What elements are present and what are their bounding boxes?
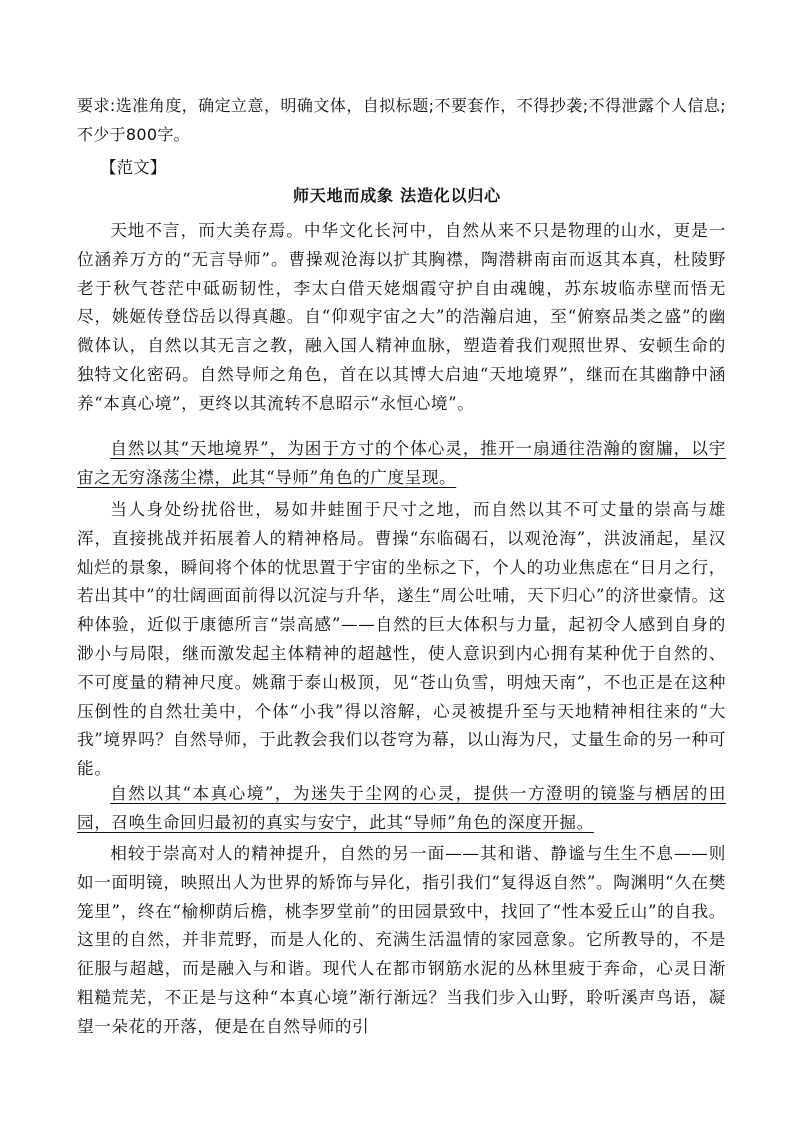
requirement-text: 要求:选准角度，确定立意，明确文体，自拟标题;不要套作，不得抄袭;不得泄露个人信息;不少于800字。 <box>77 96 726 144</box>
essay-thesis-1: 自然以其“天地境界”，为困于方寸的个体心灵，推开一扇通往浩瀚的窗牖，以宇宙之无穷涤荡尘襟，此其“导师”角色的广度呈现。 <box>77 439 726 487</box>
essay-paragraph-body-1: 当人身处纷扰俗世，易如井蛙囿于尺寸之地，而自然以其不可丈量的崇高与雄浑，直接挑战并拓展着人的精神格局。曹操“东临碣石，以观沧海”，洪波涌起，星汉灿烂的景象，瞬间将个体的忧思置于宇宙的坐标之下，个人的功业焦虑在“日月之行，若出其中”的壮阔画面前得以沉淀与升华，遂生“周公吐哺，天下归心”的济世豪情。这种体验，近似于康德所言“崇高感”——自然的巨大体积与力量，起初令人感到自身的渺小与局限，继而激发起主体精神的超越性，使人意识到内心拥有某种优于自然的、不可度量的精神尺度。姚鼐于泰山极顶，见“苍山负雪，明烛天南”，不也正是在这种压倒性的自然壮美中，个体“小我”得以溶解，心灵被提升至与天地精神相往来的“大我”境界吗？自然导师，于此教会我们以苍穹为幕，以山海为尺，丈量生命的另一种可能。 <box>77 500 726 779</box>
essay-paragraph-intro: 天地不言，而大美存焉。中华文化长河中，自然从来不只是物理的山水，更是一位涵养万方的“无言导师”。曹操观沧海以扩其胸襟，陶潜耕南亩而返其本真，杜陵野老于秋气苍茫中砥砺韧性，李太白借天姥烟霞守护自由魂魄，苏东坡临赤壁而悟无尽，姚姬传登岱岳以得真趣。自“仰观宇宙之大”的浩瀚启迪，至“俯察品类之盛”的幽微体认，自然以其无言之教，融入国人精神血脉，塑造着我们观照世界、安顿生命的独特文化密码。自然导师之角色，首在以其博大启迪“天地境界”，继而在其幽静中涵养“本真心境”，更终以其流转不息昭示“永恒心境”。 <box>77 221 726 413</box>
model-essay-label: 【范文】 <box>100 158 167 177</box>
essay-thesis-2: 自然以其“本真心境”，为迷失于尘网的心灵，提供一方澄明的镜鉴与栖居的田园，召唤生命回归最初的真实与安宁，此其“导师”角色的深度开掘。 <box>77 784 726 832</box>
essay-title: 师天地而成象 法造化以归心 <box>293 186 501 205</box>
essay-paragraph-body-2: 相较于崇高对人的精神提升，自然的另一面——其和谐、静谧与生生不息——则如一面明镜，映照出人为世界的矫饰与异化，指引我们“复得返自然”。陶渊明“久在樊笼里”，终在“榆柳荫后檐，桃李罗堂前”的田园景致中，找回了“性本爱丘山”的自我。这里的自然，并非荒野，而是人化的、充满生活温情的家园意象。它所教导的，不是征服与超越，而是融入与和谐。现代人在都市钢筋水泥的丛林里疲于奔命，心灵日渐粗糙荒芜，不正是与这种“本真心境”渐行渐远？当我们步入山野，聆听溪声鸟语，凝望一朵花的开落，便是在自然导师的引 <box>77 844 726 1036</box>
